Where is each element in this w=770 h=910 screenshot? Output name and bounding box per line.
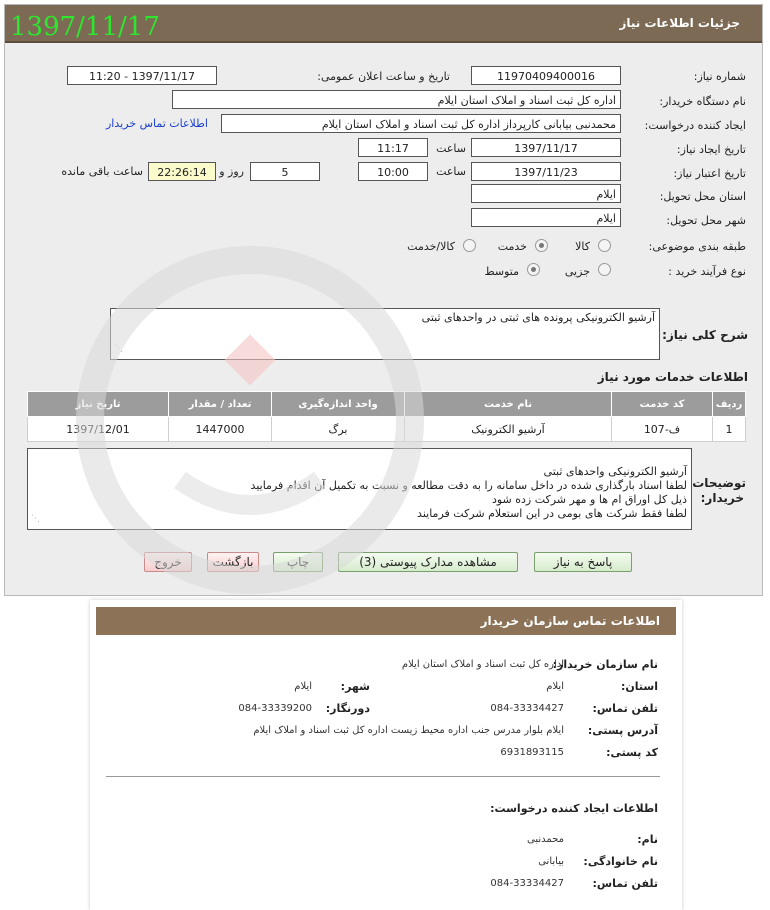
date-stamp: 1397/11/17 (10, 12, 160, 42)
cell-service-code: ف-107 (612, 417, 713, 442)
cell-service-name: آرشیو الکترونیک (405, 417, 612, 442)
province-label: استان: (621, 680, 658, 693)
need-number-field: 11970409400016 (471, 66, 621, 85)
validity-time-field: 10:00 (358, 162, 428, 181)
creation-time-label: ساعت (436, 142, 466, 155)
creator-info-title: اطلاعات ایجاد کننده درخواست: (490, 802, 658, 815)
requester-field: محمدنبی بیابانی کارپرداز اداره کل ثبت اسناد و املاک استان ایلام (221, 114, 621, 133)
org-name-label: نام سازمان خریدار: (552, 658, 658, 671)
delivery-province-field: ایلام (471, 184, 621, 203)
delivery-city-field: ایلام (471, 208, 621, 227)
creator-phone-label: تلفن تماس: (592, 877, 658, 890)
creator-phone-value: 084-33334427 (490, 878, 564, 889)
buyer-org-label: نام دستگاه خریدار: (659, 95, 746, 108)
contact-card-title: اطلاعات تماس سازمان خریدار (480, 614, 660, 628)
phone-label: تلفن تماس: (592, 702, 658, 715)
purchase-type-label: نوع فرآیند خرید : (668, 265, 746, 278)
back-button[interactable]: بازگشت (207, 552, 259, 572)
remaining-time-field: 22:26:14 (148, 162, 216, 181)
buyer-notes-label-2: خریدار: (700, 491, 744, 505)
creator-name-label: نام: (637, 833, 658, 846)
contact-card-header (96, 607, 676, 635)
purchase-medium-radio[interactable] (527, 263, 540, 276)
category-goods-service-radio[interactable] (463, 239, 476, 252)
address-label: آدرس پستی: (587, 724, 658, 737)
table-row (28, 417, 746, 442)
remaining-label: ساعت باقی مانده (61, 165, 143, 178)
need-number-label: شماره نیاز: (693, 70, 746, 83)
purchase-minor-radio[interactable] (598, 263, 611, 276)
delivery-city-label: شهر محل تحویل: (666, 214, 746, 227)
category-goods-service-label: کالا/خدمت (407, 240, 455, 253)
delivery-province-label: استان محل تحویل: (659, 190, 746, 203)
view-attachments-button[interactable]: مشاهده مدارک پیوستی (3) (338, 552, 518, 572)
col-row: ردیف (713, 392, 746, 417)
buyer-notes-textarea[interactable] (27, 448, 692, 530)
services-info-title: اطلاعات خدمات مورد نیاز (597, 370, 748, 384)
services-table-header (28, 392, 746, 417)
buyer-contact-card (90, 600, 682, 910)
validity-date-field: 1397/11/23 (471, 162, 621, 181)
description-text: آرشیو الکترونیکی پرونده های ثبتی در واحدهای ثبتی (421, 311, 655, 324)
col-need-date: تاریخ نیاز (28, 392, 169, 417)
col-service-code: کد خدمت (612, 392, 713, 417)
cell-quantity: 1447000 (169, 417, 272, 442)
divider (106, 776, 660, 777)
days-field: 5 (250, 162, 320, 181)
buyer-org-field: اداره کل ثبت اسناد و املاک استان ایلام (172, 90, 621, 109)
reply-button[interactable]: پاسخ به نیاز (534, 552, 632, 572)
buyer-notes-text: آرشیو الکترونیکی واحدهای ثبتی لطفا اسناد بارگذاری شده در داخل سامانه را به دقت مطالعه و نسبت به تکمیل آن اقدام فرمایید ذیل کل اوراق ام ها و مهر شرکت زده شود لطفا فقط شرکت های بومی در این استعلام شرکت فرمایند (250, 465, 687, 520)
purchase-minor-label: جزیی (564, 265, 590, 278)
description-label: شرح کلی نیاز: (662, 328, 748, 342)
creator-family-value: بیابانی (538, 856, 564, 867)
buyer-notes-label-1: توضیحات (692, 476, 746, 490)
category-goods-radio[interactable] (598, 239, 611, 252)
category-service-radio[interactable] (535, 239, 548, 252)
cell-need-date: 1397/12/01 (28, 417, 169, 442)
address-value: ایلام بلوار مدرس جنب اداره محیط زیست اداره کل ثبت اسناد و املاک ایلام (253, 725, 564, 736)
description-textarea[interactable] (110, 308, 660, 360)
col-service-name: نام خدمت (405, 392, 612, 417)
validity-date-label: تاریخ اعتبار نیاز: (673, 167, 746, 180)
cell-unit: برگ (272, 417, 405, 442)
exit-button[interactable]: خروج (144, 552, 192, 572)
resize-grip-icon[interactable]: ⋰ (31, 514, 40, 524)
validity-time-label: ساعت (436, 165, 466, 178)
postal-code-label: کد پستی: (606, 746, 658, 759)
category-goods-label: کالا (575, 240, 590, 253)
buyer-contact-link[interactable]: اطلاعات تماس خریدار (106, 117, 208, 130)
province-value: ایلام (546, 681, 564, 692)
services-table (27, 391, 746, 442)
announce-datetime-label: تاریخ و ساعت اعلان عمومی: (317, 70, 450, 83)
announce-datetime-field: 1397/11/17 - 11:20 (67, 66, 217, 85)
creator-name-value: محمدنبی (527, 834, 564, 845)
cell-row: 1 (713, 417, 746, 442)
purchase-medium-label: متوسط (484, 265, 519, 278)
resize-grip-icon[interactable]: ⋰ (114, 344, 123, 354)
org-name-value: اداره کل ثبت اسناد و املاک استان ایلام (401, 659, 564, 670)
creation-time-field: 11:17 (358, 138, 428, 157)
creation-date-field: 1397/11/17 (471, 138, 621, 157)
creation-date-label: تاریخ ایجاد نیاز: (676, 143, 746, 156)
creator-family-label: نام خانوادگی: (583, 855, 658, 868)
category-label: طبقه بندی موضوعی: (648, 240, 746, 253)
requester-label: ایجاد کننده درخواست: (644, 119, 746, 132)
days-and-label: روز و (219, 165, 244, 178)
phone-value: 084-33334427 (490, 703, 564, 714)
col-unit: واحد اندازه‌گیری (272, 392, 405, 417)
fax-value: 084-33339200 (238, 703, 312, 714)
col-quantity: تعداد / مقدار (169, 392, 272, 417)
fax-label: دورنگار: (325, 702, 370, 715)
postal-code-value: 6931893115 (500, 747, 564, 758)
print-button[interactable]: چاپ (273, 552, 323, 572)
city-label: شهر: (340, 680, 370, 693)
category-service-label: خدمت (497, 240, 527, 253)
window-title: جزئیات اطلاعات نیاز (619, 16, 740, 30)
city-value: ایلام (294, 681, 312, 692)
